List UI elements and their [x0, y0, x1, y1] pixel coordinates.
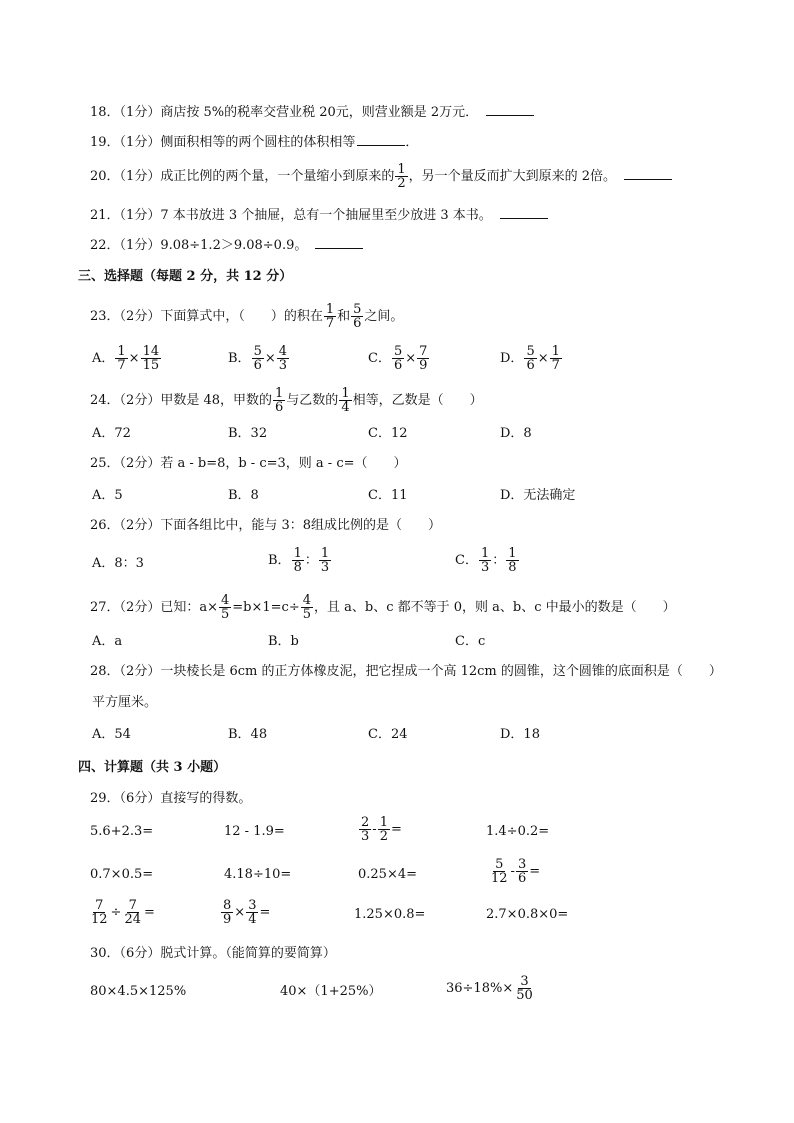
numerator: 1 — [325, 302, 335, 317]
numerator: 1 — [275, 386, 284, 401]
option-c[interactable] — [455, 547, 520, 574]
denominator: 15 — [142, 358, 160, 373]
question-19 — [90, 133, 418, 152]
denominator: 3 — [361, 829, 370, 844]
fraction — [115, 345, 127, 372]
denominator: 9 — [223, 912, 232, 927]
denominator: 6 — [275, 400, 284, 415]
option-a[interactable]: A．5 — [92, 488, 123, 503]
question-text: ，且 a、b、c 都不等于 0，则 a、b、c 中最小的数是（ ） — [314, 600, 676, 615]
option-c[interactable]: C．12 — [368, 426, 408, 441]
calc-item: 12 - 1.9= — [224, 824, 285, 839]
option-a[interactable]: A．8：3 — [92, 556, 144, 571]
question-text: 9.08÷1.2＞9.08÷0.9。 — [160, 238, 308, 253]
answer-blank[interactable] — [486, 103, 534, 116]
option-b[interactable]: B．8 — [228, 488, 259, 503]
denominator: 8 — [293, 560, 302, 575]
option-b[interactable]: B．32 — [228, 426, 268, 441]
numerator: 1 — [379, 815, 388, 830]
option-a[interactable]: A．72 — [92, 426, 131, 441]
question-text: 直接写的得数。 — [160, 791, 252, 806]
denominator: 2 — [379, 829, 388, 844]
numerator: 4 — [278, 344, 288, 359]
question-number: 18．（1分） — [90, 105, 161, 120]
option-label: C． — [455, 553, 478, 568]
question-26 — [90, 517, 441, 535]
section-heading-calc: 四、计算题（共 3 小题） — [78, 760, 227, 775]
denominator: 8 — [508, 560, 517, 575]
question-number: 23．（2分） — [90, 309, 161, 324]
question-28-continued: 平方厘米。 — [92, 695, 158, 710]
denominator: 6 — [526, 358, 535, 373]
question-text: 7 本书放进 3 个抽屉，总有一个抽屉里至少放进 3 本书。 — [160, 208, 492, 223]
denominator: 6 — [253, 358, 262, 373]
answer-blank[interactable] — [500, 206, 548, 219]
denominator: 24 — [124, 912, 141, 927]
fraction — [221, 899, 233, 926]
operator: - — [372, 822, 377, 837]
denominator: 4 — [341, 400, 350, 415]
numerator: 4 — [220, 593, 230, 608]
option-b[interactable]: B．b — [268, 634, 299, 649]
denominator: 4 — [248, 912, 257, 927]
question-29 — [90, 790, 251, 808]
question-number: 21．（1分） — [90, 208, 161, 223]
equals-sign: = — [259, 905, 271, 920]
fraction — [319, 547, 331, 574]
question-24 — [90, 387, 483, 414]
denominator: 5 — [220, 607, 230, 622]
calc-item: 80×4.5×125% — [90, 984, 187, 999]
option-label: B． — [268, 553, 291, 568]
question-18 — [90, 103, 534, 122]
expression-text: 36÷18%× — [446, 981, 514, 996]
question-30 — [90, 945, 336, 963]
option-c[interactable]: C．c — [455, 634, 486, 649]
question-22 — [90, 236, 363, 255]
numerator: 1 — [508, 546, 517, 561]
option-b[interactable] — [268, 547, 332, 574]
operator: × — [234, 905, 246, 920]
question-text: 成正比例的两个量，一个量缩小到原来的 — [160, 169, 395, 184]
numerator: 3 — [517, 857, 527, 872]
calc-item — [220, 899, 270, 926]
fraction — [392, 345, 404, 372]
question-number: 24．（2分） — [90, 393, 161, 408]
answer-blank[interactable] — [624, 167, 672, 180]
option-c[interactable] — [368, 345, 430, 372]
fraction — [324, 303, 336, 330]
fraction — [219, 594, 231, 621]
equals-sign: = — [390, 822, 402, 837]
equals-sign: = — [144, 905, 155, 920]
operator: × — [128, 351, 140, 366]
question-number: 27．（2分） — [90, 600, 161, 615]
numerator: 14 — [142, 344, 160, 359]
fraction — [359, 816, 371, 843]
calc-item: 5.6+2.3= — [90, 824, 154, 839]
numerator: 4 — [302, 593, 311, 608]
calc-item: 1.4÷0.2= — [486, 824, 550, 839]
option-label: A． — [92, 351, 115, 366]
equals-sign: = — [529, 864, 541, 879]
fraction — [252, 345, 264, 372]
numerator: 8 — [223, 898, 232, 913]
question-number: 26．（2分） — [90, 518, 161, 533]
answer-blank[interactable] — [315, 236, 363, 249]
option-a[interactable]: A．a — [92, 634, 123, 649]
fraction — [277, 345, 289, 372]
question-number: 28．（2分） — [90, 664, 161, 679]
fraction — [378, 816, 390, 843]
question-number: 29．（6分） — [90, 791, 161, 806]
fraction — [141, 345, 162, 372]
question-text: 脱式计算。（能简算的要简算） — [160, 946, 336, 961]
question-text: 下面算式中，（ ）的积在 — [160, 309, 323, 324]
operator: ÷ — [110, 905, 122, 920]
option-label: D． — [500, 351, 524, 366]
question-text: 相等，乙数是（ ） — [352, 393, 483, 408]
calc-item: 40×（1+25%） — [280, 984, 382, 999]
question-number: 19．（1分） — [90, 135, 161, 150]
numerator: 5 — [353, 302, 362, 317]
option-c[interactable]: C．24 — [368, 727, 408, 742]
numerator: 1 — [480, 546, 490, 561]
question-number: 22．（1分） — [90, 238, 161, 253]
question-text: 与乙数的 — [286, 393, 339, 408]
fraction — [516, 858, 528, 885]
calc-item — [358, 816, 402, 843]
question-number: 30．（6分） — [90, 946, 161, 961]
denominator: 6 — [353, 316, 362, 331]
operator: - — [510, 864, 515, 879]
denominator: 6 — [393, 358, 403, 373]
denominator: 7 — [325, 316, 335, 331]
fraction — [417, 345, 429, 372]
numerator: 3 — [248, 898, 257, 913]
calc-item — [88, 899, 155, 926]
denominator: 3 — [320, 560, 330, 575]
section-heading-choice: 三、选择题（每题 2 分，共 12 分） — [78, 269, 293, 284]
question-27 — [90, 594, 676, 621]
calc-item: 0.25×4= — [358, 867, 418, 882]
option-d[interactable]: D．无法确定 — [500, 488, 576, 503]
numerator: 1 — [320, 546, 330, 561]
operator: × — [405, 351, 417, 366]
numerator: 5 — [526, 344, 535, 359]
question-text: 侧面积相等的两个圆柱的体积相等 — [160, 135, 356, 150]
fraction — [339, 387, 351, 414]
denominator: 3 — [480, 560, 490, 575]
option-d[interactable]: D．18 — [500, 727, 540, 742]
denominator: 6 — [517, 871, 527, 886]
denominator: 7 — [551, 358, 560, 373]
calc-item: 0.7×0.5= — [90, 867, 154, 882]
fraction — [273, 387, 285, 414]
question-text: 若 a - b=8，b - c=3，则 a - c=（ ） — [160, 456, 407, 471]
fraction — [246, 899, 258, 926]
fraction — [351, 303, 363, 330]
question-text: 商店按 5%的税率交营业税 20元，则营业额是 2万元． — [160, 105, 479, 120]
fraction — [550, 345, 562, 372]
denominator: 2 — [397, 176, 406, 191]
fraction — [89, 899, 110, 926]
calc-item: 4.18÷10= — [224, 867, 292, 882]
question-text: =b×1=c÷ — [232, 600, 300, 615]
operator: × — [537, 351, 549, 366]
option-b[interactable] — [228, 345, 290, 372]
denominator: 7 — [117, 358, 126, 373]
numerator: 1 — [397, 162, 406, 177]
numerator: 1 — [551, 344, 560, 359]
numerator: 7 — [419, 344, 428, 359]
numerator: 2 — [361, 815, 370, 830]
ratio-sign: ： — [492, 553, 506, 568]
option-a[interactable]: A．54 — [92, 727, 131, 742]
question-28 — [90, 663, 722, 681]
denominator: 12 — [91, 912, 108, 927]
question-text: 下面各组比中，能与 3：8组成比例的是（ ） — [160, 518, 442, 533]
numerator: 1 — [117, 344, 126, 359]
question-text: 已知：a× — [160, 600, 218, 615]
option-b[interactable]: B．48 — [228, 727, 268, 742]
numerator: 1 — [293, 546, 302, 561]
option-a[interactable] — [92, 345, 162, 372]
question-text: 和 — [337, 309, 351, 324]
question-number: 25．（2分） — [90, 456, 161, 471]
question-text: ，另一个量反而扩大到原来的 2倍。 — [408, 169, 617, 184]
question-text: 甲数是 48，甲数的 — [160, 393, 273, 408]
fraction — [489, 858, 510, 885]
fraction — [524, 345, 536, 372]
calc-item: 2.7×0.8×0= — [486, 907, 569, 922]
question-text-end: ． — [405, 135, 419, 150]
denominator: 50 — [516, 988, 533, 1003]
fraction — [479, 547, 491, 574]
question-text: 之间。 — [364, 309, 404, 324]
question-23 — [90, 303, 403, 330]
question-20 — [90, 163, 672, 190]
denominator: 3 — [278, 358, 288, 373]
fraction — [514, 975, 535, 1002]
fraction — [301, 594, 313, 621]
numerator: 3 — [520, 974, 529, 989]
question-number: 20．（1分） — [90, 169, 161, 184]
answer-blank[interactable] — [357, 133, 405, 146]
numerator: 7 — [128, 898, 137, 913]
numerator: 5 — [253, 344, 262, 359]
calc-item — [488, 858, 540, 885]
question-21 — [90, 206, 548, 225]
denominator: 5 — [302, 607, 311, 622]
operator: × — [264, 351, 276, 366]
option-c[interactable]: C．11 — [368, 488, 408, 503]
fraction — [506, 547, 518, 574]
option-label: C． — [368, 351, 391, 366]
numerator: 1 — [341, 386, 350, 401]
option-label: B． — [228, 351, 251, 366]
denominator: 9 — [419, 358, 428, 373]
numerator: 5 — [393, 344, 403, 359]
fraction — [292, 547, 304, 574]
question-text: 一块棱长是 6cm 的正方体橡皮泥，把它捏成一个高 12cm 的圆锥，这个圆锥的底面积是（ ） — [160, 664, 722, 679]
denominator: 12 — [491, 871, 508, 886]
calc-item — [446, 975, 536, 1002]
fraction — [395, 163, 407, 190]
numerator: 7 — [95, 898, 104, 913]
option-d[interactable]: D．8 — [500, 426, 532, 441]
option-d[interactable] — [500, 345, 563, 372]
fraction — [122, 899, 143, 926]
numerator: 5 — [495, 857, 504, 872]
calc-item: 1.25×0.8= — [354, 907, 426, 922]
ratio-sign: ： — [304, 553, 318, 568]
question-25 — [90, 455, 407, 473]
